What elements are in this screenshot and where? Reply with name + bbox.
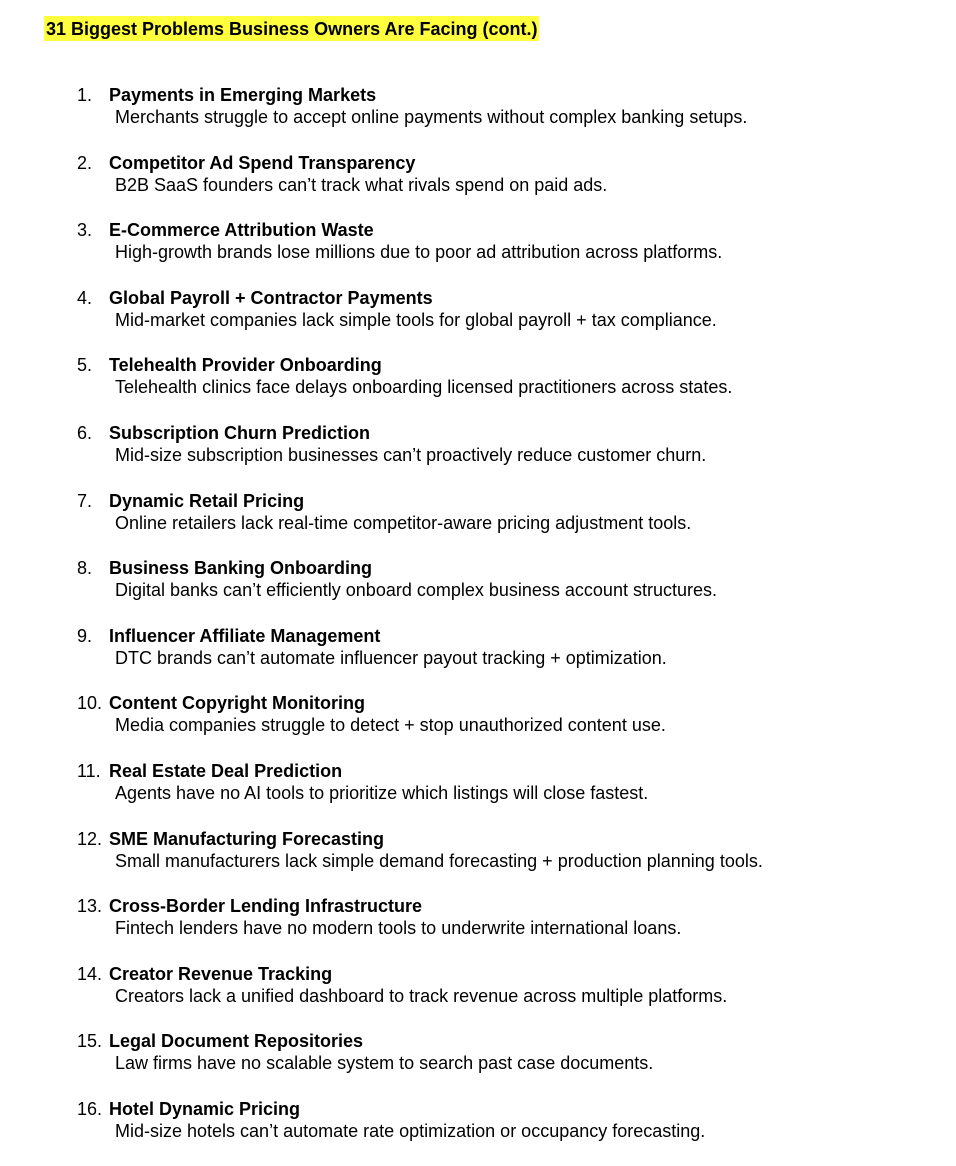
list-item [0,557,956,625]
item-number: 8. [77,558,93,579]
item-heading: Dynamic Retail Pricing [109,490,305,511]
item-description: Small manufacturers lack simple demand forecasting + production planning tools. [115,850,763,871]
item-description: Mid-size subscription businesses can’t proactively reduce customer churn. [115,444,707,465]
item-heading: Hotel Dynamic Pricing [109,1098,301,1119]
list-item [0,895,956,963]
item-number: 2. [77,152,93,173]
item-description: Mid-market companies lack simple tools for global payroll + tax compliance. [115,309,717,330]
page-title: 31 Biggest Problems Business Owners Are Facing (cont.) [44,16,539,41]
list-item [0,84,956,152]
item-number: 6. [77,422,93,443]
list-item [0,692,956,760]
item-description: Media companies struggle to detect + stop unauthorized content use. [115,715,666,736]
list-item [0,490,956,558]
list-item [0,1030,956,1098]
item-description: Telehealth clinics face delays onboarding licensed practitioners across states. [115,377,733,398]
item-heading: Telehealth Provider Onboarding [109,355,382,376]
item-number: 9. [77,625,93,646]
list-item [0,828,956,896]
item-heading: E-Commerce Attribution Waste [109,220,374,241]
list-item [0,422,956,490]
list-item [0,760,956,828]
item-description: B2B SaaS founders can’t track what rivals spend on paid ads. [115,174,608,195]
list-item [0,963,956,1031]
item-number: 16. [77,1098,103,1119]
item-description: Digital banks can’t efficiently onboard complex business account structures. [115,580,717,601]
list-item [0,625,956,693]
item-number: 14. [77,963,103,984]
list-item [0,287,956,355]
item-description: Merchants struggle to accept online payments without complex banking setups. [115,107,748,127]
item-heading: Legal Document Repositories [109,1031,364,1052]
item-number: 11. [77,760,101,781]
item-description: Fintech lenders have no modern tools to underwrite international loans. [115,918,682,939]
item-description: DTC brands can’t automate influencer payout tracking + optimization. [115,647,667,668]
title-container [44,16,539,41]
item-heading: Content Copyright Monitoring [109,693,365,714]
item-description: Agents have no AI tools to prioritize which listings will close fastest. [115,782,649,803]
list-item [0,152,956,220]
item-heading: Global Payroll + Contractor Payments [109,287,433,308]
item-heading: Real Estate Deal Prediction [109,760,343,781]
item-number: 13. [77,896,103,917]
item-heading: SME Manufacturing Forecasting [109,828,385,849]
item-description: High-growth brands lose millions due to poor ad attribution across platforms. [115,242,723,263]
list-item [0,219,956,287]
item-heading: Creator Revenue Tracking [109,963,333,984]
item-heading: Cross-Border Lending Infrastructure [109,896,423,917]
item-number: 3. [77,220,93,241]
item-number: 4. [77,287,93,308]
list-item [0,1098,956,1166]
item-description: Law firms have no scalable system to search past case documents. [115,1053,654,1074]
item-number: 10. [77,693,103,714]
item-heading: Competitor Ad Spend Transparency [109,152,416,173]
item-description: Online retailers lack real-time competitor-aware pricing adjustment tools. [115,512,692,533]
item-number: 12. [77,828,103,849]
item-number: 1. [77,85,93,105]
list-item [0,354,956,422]
item-heading: Subscription Churn Prediction [109,422,371,443]
item-description: Mid-size hotels can’t automate rate optimization or occupancy forecasting. [115,1120,706,1141]
item-heading: Payments in Emerging Markets [109,85,377,105]
item-number: 5. [77,355,93,376]
item-heading: Business Banking Onboarding [109,558,373,579]
item-heading: Influencer Affiliate Management [109,625,381,646]
item-description: Creators lack a unified dashboard to track revenue across multiple platforms. [115,985,728,1006]
problem-list [0,84,956,1166]
item-number: 15. [77,1031,103,1052]
item-number: 7. [77,490,93,511]
